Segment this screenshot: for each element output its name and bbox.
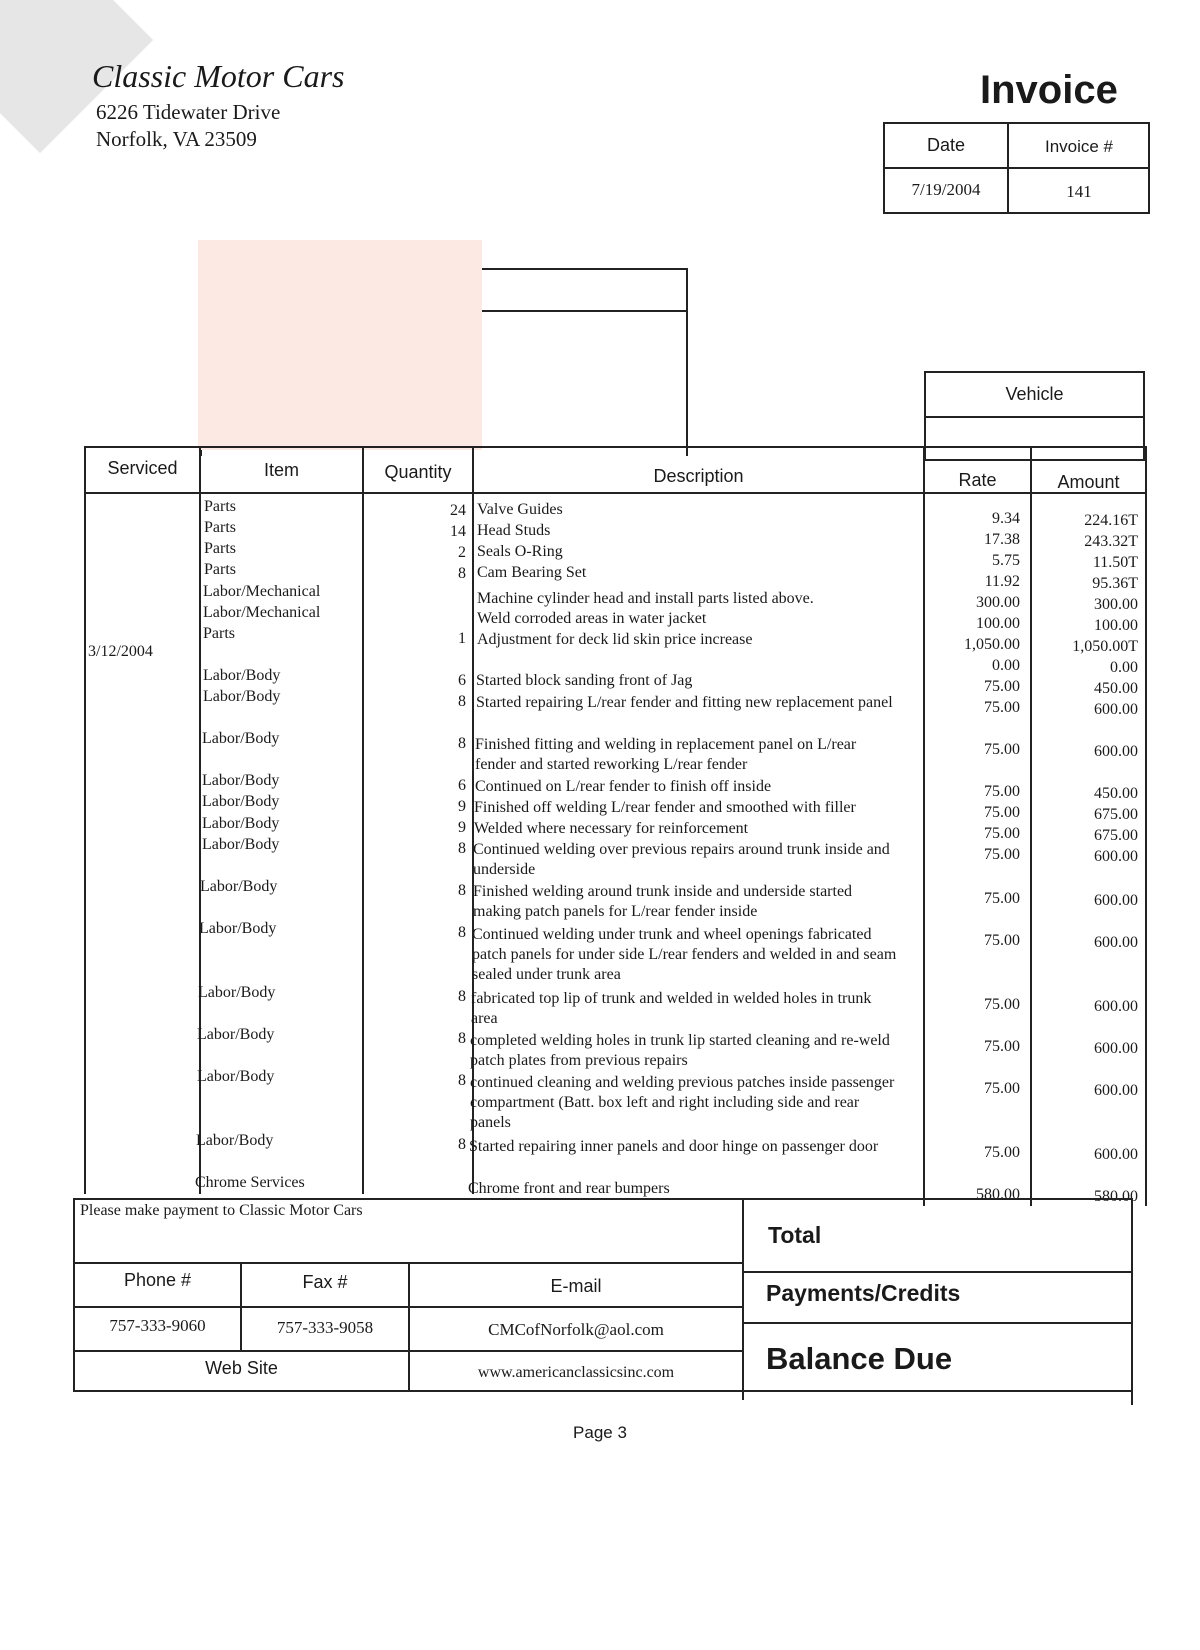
row-rate: 75.00 bbox=[984, 1144, 1020, 1161]
row-item: Labor/Body bbox=[198, 984, 276, 1001]
row-rate: 580.00 bbox=[976, 1186, 1020, 1203]
row-item: Labor/Body bbox=[202, 836, 280, 853]
row-quantity: 8 bbox=[458, 565, 466, 582]
row-rate: 75.00 bbox=[984, 783, 1020, 800]
row-item: Labor/Body bbox=[202, 815, 280, 832]
date-value: 7/19/2004 bbox=[911, 180, 981, 199]
row-description: completed welding holes in trunk lip started cleaning and re-weld patch plates from previous repairs bbox=[470, 1032, 890, 1069]
row-amount: 100.00 bbox=[1094, 617, 1138, 634]
row-rate: 75.00 bbox=[984, 1038, 1020, 1055]
row-description: Started repairing L/rear fender and fitting new replacement panel bbox=[476, 694, 893, 711]
header-description: Description bbox=[653, 466, 744, 486]
row-description: continued cleaning and welding previous patches inside passenger compartment (Batt. box left and right including side and rear panels bbox=[470, 1074, 895, 1131]
row-rate: 75.00 bbox=[984, 1080, 1020, 1097]
row-item: Labor/Mechanical bbox=[203, 604, 321, 621]
row-quantity: 8 bbox=[458, 882, 466, 899]
row-quantity: 8 bbox=[458, 1136, 466, 1153]
header-quantity: Quantity bbox=[384, 462, 452, 482]
row-amount: 600.00 bbox=[1094, 998, 1138, 1015]
row-amount: 600.00 bbox=[1094, 701, 1138, 718]
row-amount: 600.00 bbox=[1094, 892, 1138, 909]
row-item: Labor/Body bbox=[202, 730, 280, 747]
row-item: Labor/Body bbox=[202, 772, 280, 789]
row-description: Valve Guides bbox=[477, 501, 563, 518]
row-item: Labor/Body bbox=[197, 1026, 275, 1043]
row-amount: 600.00 bbox=[1094, 1146, 1138, 1163]
row-rate: 9.34 bbox=[992, 510, 1020, 527]
row-item: Labor/Mechanical bbox=[203, 583, 321, 600]
row-description: Cam Bearing Set bbox=[477, 564, 587, 581]
row-description: Head Studs bbox=[477, 522, 551, 539]
row-description: Continued welding over previous repairs around trunk inside and underside bbox=[473, 841, 890, 878]
row-quantity: 1 bbox=[458, 630, 466, 647]
payment-note: Please make payment to Classic Motor Cars bbox=[80, 1202, 363, 1219]
row-rate: 0.00 bbox=[992, 657, 1020, 674]
row-amount: 11.50T bbox=[1092, 554, 1138, 571]
row-rate: 17.38 bbox=[984, 531, 1020, 548]
row-description: Weld corroded areas in water jacket bbox=[477, 610, 707, 627]
serviced-date: 3/12/2004 bbox=[88, 643, 153, 660]
row-quantity: 8 bbox=[458, 1030, 466, 1047]
row-rate: 75.00 bbox=[984, 699, 1020, 716]
email-label: E-mail bbox=[550, 1276, 602, 1296]
row-item: Chrome Services bbox=[195, 1174, 305, 1191]
row-amount: 224.16T bbox=[1084, 512, 1138, 529]
row-quantity: 6 bbox=[458, 672, 466, 689]
row-quantity: 8 bbox=[458, 735, 466, 752]
row-description: Finished off welding L/rear fender and smoothed with filler bbox=[474, 799, 856, 816]
row-quantity: 8 bbox=[458, 693, 466, 710]
row-item: Parts bbox=[204, 498, 236, 515]
header-rate: Rate bbox=[958, 470, 997, 490]
row-description: Started block sanding front of Jag bbox=[476, 672, 693, 689]
row-rate: 1,050.00 bbox=[964, 636, 1020, 653]
row-rate: 75.00 bbox=[984, 890, 1020, 907]
invoice-number-label: Invoice # bbox=[1044, 137, 1114, 156]
row-rate: 75.00 bbox=[984, 825, 1020, 842]
row-amount: 600.00 bbox=[1094, 1082, 1138, 1099]
invoice-number-value: 141 bbox=[1066, 182, 1092, 201]
row-description: Finished welding around trunk inside and underside started making patch panels for L/rear fender inside bbox=[473, 883, 853, 920]
row-amount: 300.00 bbox=[1094, 596, 1138, 613]
row-quantity: 8 bbox=[458, 924, 466, 941]
row-item: Parts bbox=[204, 519, 236, 536]
row-rate: 75.00 bbox=[984, 741, 1020, 758]
company-address-line2: Norfolk, VA 23509 bbox=[96, 127, 257, 151]
row-amount: 600.00 bbox=[1094, 1040, 1138, 1057]
row-quantity: 9 bbox=[458, 798, 466, 815]
row-rate: 75.00 bbox=[984, 678, 1020, 695]
email-value[interactable]: CMCofNorfolk@aol.com bbox=[488, 1320, 664, 1339]
row-description: Started repairing inner panels and door hinge on passenger door bbox=[469, 1138, 879, 1155]
row-description: Chrome front and rear bumpers bbox=[468, 1180, 670, 1197]
row-rate: 5.75 bbox=[992, 552, 1020, 569]
phone-label: Phone # bbox=[123, 1270, 192, 1290]
row-rate: 75.00 bbox=[984, 996, 1020, 1013]
row-rate: 300.00 bbox=[976, 594, 1020, 611]
row-amount: 600.00 bbox=[1094, 743, 1138, 760]
row-description: Machine cylinder head and install parts listed above. bbox=[477, 590, 814, 607]
row-rate: 100.00 bbox=[976, 615, 1020, 632]
row-quantity: 2 bbox=[458, 544, 466, 561]
header-amount: Amount bbox=[1057, 472, 1120, 492]
row-quantity: 6 bbox=[458, 777, 466, 794]
row-amount: 450.00 bbox=[1094, 680, 1138, 697]
page-number: Page 3 bbox=[573, 1423, 627, 1442]
row-item: Labor/Body bbox=[196, 1132, 274, 1149]
website-label: Web Site bbox=[205, 1358, 278, 1378]
header-serviced: Serviced bbox=[107, 458, 178, 478]
row-description: Continued welding under trunk and wheel openings fabricated patch panels for under side L/rear fenders and welded in and seam sealed under trunk area bbox=[472, 926, 897, 983]
row-amount: 675.00 bbox=[1094, 806, 1138, 823]
row-quantity: 8 bbox=[458, 840, 466, 857]
row-amount: 600.00 bbox=[1094, 934, 1138, 951]
fax-label: Fax # bbox=[302, 1272, 348, 1292]
row-item: Labor/Body bbox=[202, 793, 280, 810]
row-item: Parts bbox=[203, 625, 235, 642]
row-rate: 75.00 bbox=[984, 932, 1020, 949]
row-quantity: 8 bbox=[458, 988, 466, 1005]
date-label: Date bbox=[926, 135, 966, 155]
row-amount: 1,050.00T bbox=[1072, 638, 1138, 655]
row-amount: 450.00 bbox=[1094, 785, 1138, 802]
vehicle-label: Vehicle bbox=[1005, 384, 1064, 404]
redacted-bill-to bbox=[198, 240, 482, 450]
row-rate: 75.00 bbox=[984, 804, 1020, 821]
header-item: Item bbox=[263, 460, 299, 480]
phone-value: 757-333-9060 bbox=[109, 1316, 206, 1335]
website-value[interactable]: www.americanclassicsinc.com bbox=[477, 1364, 675, 1381]
row-item: Labor/Body bbox=[203, 667, 281, 684]
row-amount: 580.00 bbox=[1094, 1188, 1138, 1205]
row-item: Parts bbox=[204, 561, 236, 578]
row-item: Labor/Body bbox=[197, 1068, 275, 1085]
row-quantity: 9 bbox=[458, 819, 466, 836]
row-quantity: 24 bbox=[450, 502, 466, 519]
row-description: Continued on L/rear fender to finish off inside bbox=[475, 778, 772, 795]
invoice-title: Invoice bbox=[980, 68, 1118, 112]
company-name: Classic Motor Cars bbox=[92, 58, 345, 94]
payments-credits-label: Payments/Credits bbox=[766, 1280, 961, 1306]
row-quantity: 14 bbox=[450, 523, 466, 540]
row-rate: 75.00 bbox=[984, 846, 1020, 863]
row-description: Seals O-Ring bbox=[477, 543, 563, 560]
row-rate: 11.92 bbox=[984, 573, 1020, 590]
row-item: Parts bbox=[204, 540, 236, 557]
row-amount: 243.32T bbox=[1084, 533, 1138, 550]
fax-value: 757-333-9058 bbox=[276, 1318, 374, 1337]
row-description: fabricated top lip of trunk and welded in welded holes in trunk area bbox=[471, 990, 872, 1027]
row-description: Adjustment for deck lid skin price increase bbox=[477, 631, 753, 648]
row-amount: 0.00 bbox=[1110, 659, 1138, 676]
row-description: Finished fitting and welding in replacement panel on L/rear fender and started reworking L/rear fender bbox=[475, 736, 857, 773]
row-amount: 600.00 bbox=[1094, 848, 1138, 865]
row-item: Labor/Body bbox=[199, 920, 277, 937]
row-item: Labor/Body bbox=[203, 688, 281, 705]
total-label: Total bbox=[768, 1222, 822, 1248]
row-quantity: 8 bbox=[458, 1072, 466, 1089]
row-amount: 675.00 bbox=[1094, 827, 1138, 844]
row-item: Labor/Body bbox=[200, 878, 278, 895]
row-amount: 95.36T bbox=[1092, 575, 1138, 592]
company-address-line1: 6226 Tidewater Drive bbox=[96, 100, 281, 124]
row-description: Welded where necessary for reinforcement bbox=[474, 820, 749, 837]
balance-due-label: Balance Due bbox=[766, 1341, 953, 1376]
